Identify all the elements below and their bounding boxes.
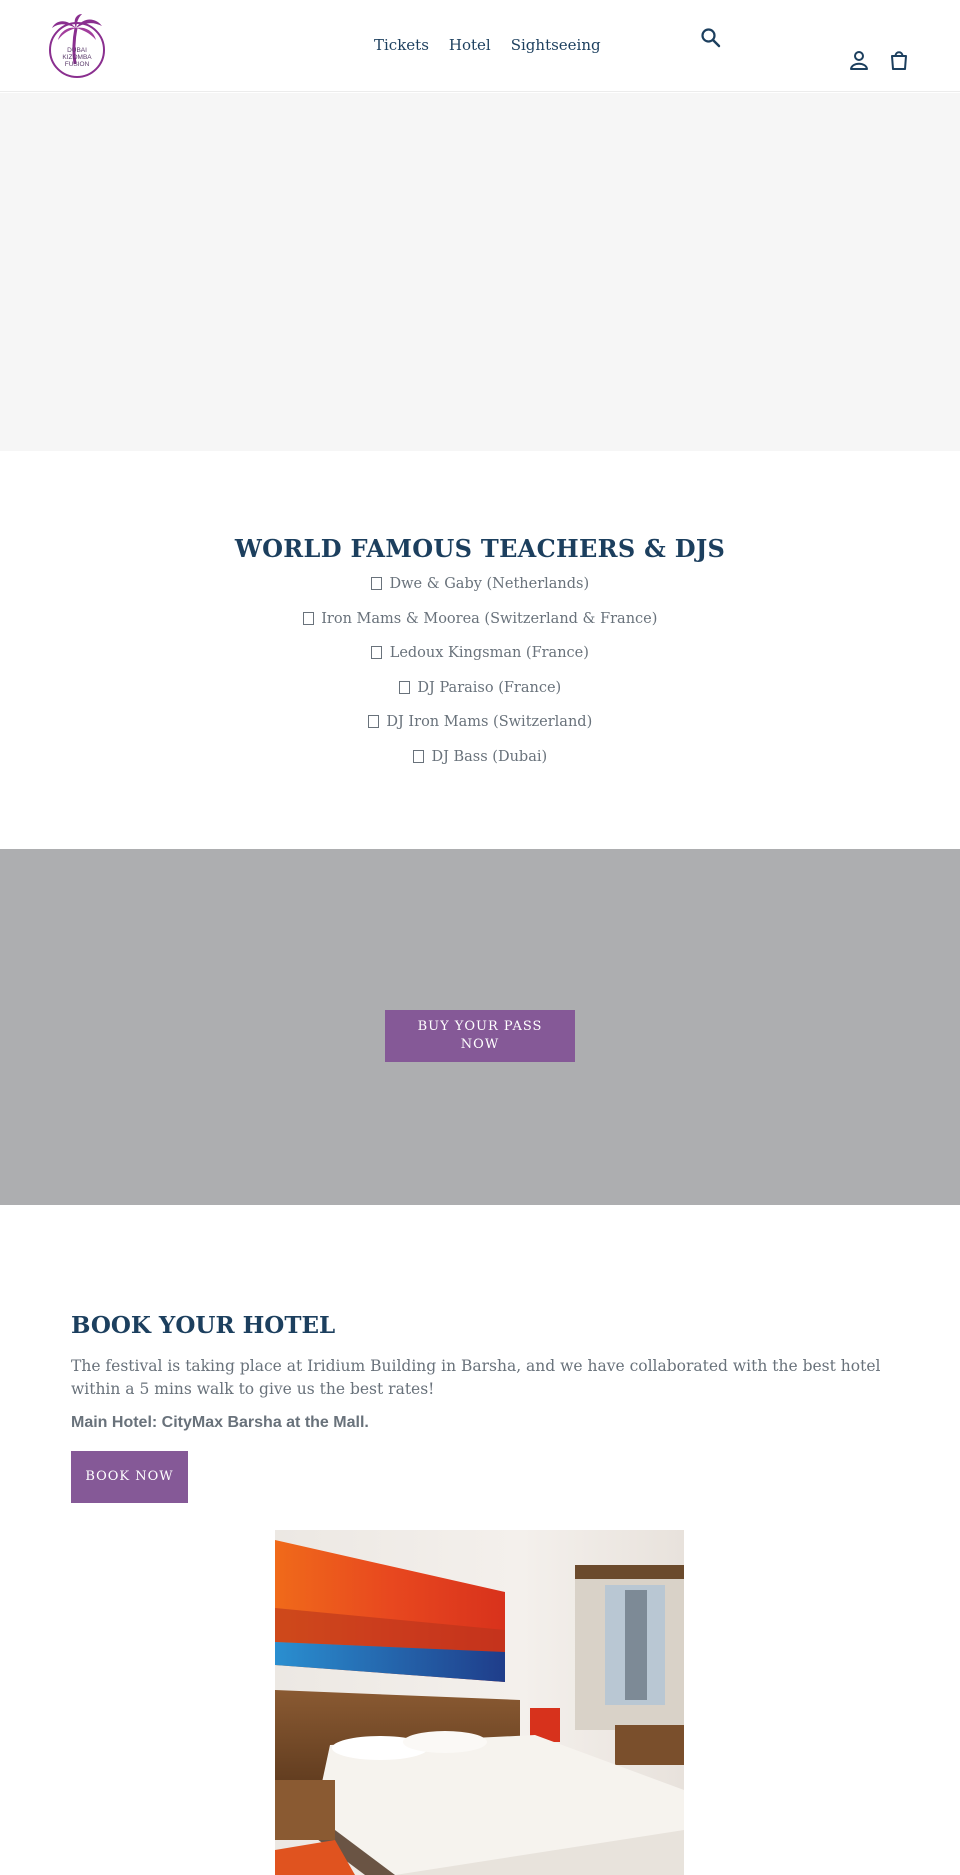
main-nav	[374, 36, 601, 54]
list-item	[0, 609, 960, 644]
nav-hotel[interactable]: Hotel	[448, 36, 491, 54]
buy-pass-button[interactable]: BUY YOUR PASS NOW	[385, 1010, 575, 1062]
svg-text:FUSION: FUSION	[64, 61, 90, 68]
pass-banner	[0, 849, 960, 1205]
svg-text:KIZOMBA: KIZOMBA	[62, 54, 92, 61]
nav-sightseeing[interactable]: Sightseeing	[510, 36, 601, 54]
teacher-name: DJ Iron Mams (Switzerland)	[386, 714, 593, 731]
teachers-title: WORLD FAMOUS TEACHERS & DJS	[234, 534, 726, 563]
teacher-name: DJ Bass (Dubai)	[431, 748, 548, 765]
list-item	[0, 747, 960, 782]
list-item	[0, 678, 960, 713]
main-hotel-text: Main Hotel: CityMax Barsha at the Mall.	[71, 1414, 369, 1431]
book-now-button[interactable]: BOOK NOW	[71, 1451, 188, 1503]
teacher-name: Dwe & Gaby (Netherlands)	[389, 576, 590, 592]
missing-glyph-icon	[368, 715, 379, 728]
teacher-list	[0, 574, 960, 782]
site-logo[interactable]	[46, 12, 108, 80]
cart-icon[interactable]	[888, 49, 910, 71]
hero-image-placeholder	[0, 93, 960, 451]
account-icon[interactable]	[848, 49, 870, 71]
missing-glyph-icon	[399, 681, 410, 694]
missing-glyph-icon	[303, 612, 314, 625]
list-item	[0, 712, 960, 747]
teachers-section	[0, 451, 960, 849]
missing-glyph-icon	[371, 577, 382, 590]
hotel-description: The festival is taking place at Iridium Building in Barsha, and we have collaborated with the best hotel within a 5 mins walk to give us the best rates!	[71, 1357, 881, 1398]
hotel-room-image	[275, 1530, 684, 1875]
hotel-room-illustration	[275, 1530, 684, 1875]
missing-glyph-icon	[371, 646, 382, 659]
list-item	[0, 643, 960, 678]
teacher-name: Iron Mams & Moorea (Switzerland & France)	[321, 610, 658, 627]
teacher-name: Ledoux Kingsman (France)	[389, 645, 589, 662]
site-header	[0, 0, 960, 92]
svg-text:DUBAI: DUBAI	[67, 47, 87, 54]
list-item	[0, 574, 960, 609]
hotel-title: BOOK YOUR HOTEL	[71, 1312, 336, 1339]
missing-glyph-icon	[413, 750, 424, 763]
teacher-name: DJ Paraiso (France)	[417, 679, 562, 696]
nav-tickets[interactable]: Tickets	[374, 36, 429, 54]
search-icon[interactable]	[700, 27, 722, 49]
